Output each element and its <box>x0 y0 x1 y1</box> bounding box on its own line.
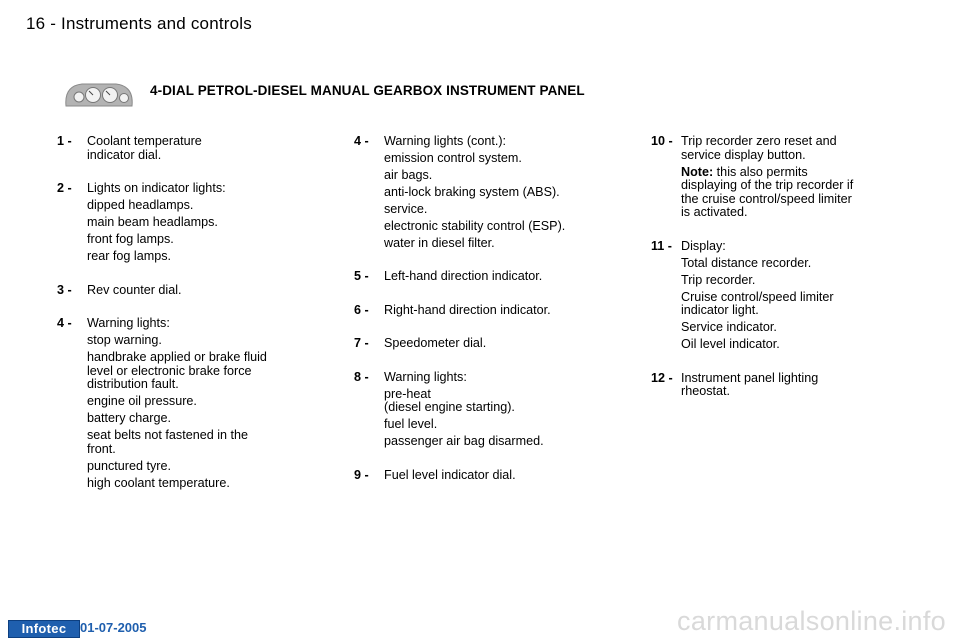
item-number: 3 - <box>57 282 72 297</box>
item-number: 5 - <box>354 269 369 284</box>
footer-date: 01-07-2005 <box>80 620 147 635</box>
item-subline: Cruise control/speed limiter indicator light. <box>681 289 834 318</box>
item-subline: pre-heat (diesel engine starting). <box>384 386 515 415</box>
item-number: 6 - <box>354 302 369 317</box>
item-text: Left-hand direction indicator. <box>384 269 543 284</box>
item-text: Trip recorder zero reset and service display button. <box>681 134 837 162</box>
item-subline: emission control system. <box>384 150 522 165</box>
item-note <box>681 166 911 220</box>
page-title: 16 - Instruments and controls <box>26 14 252 33</box>
item-subline: seat belts not fastened in the front. <box>87 428 249 456</box>
item-number: 7 - <box>354 336 369 351</box>
item-text: Coolant temperature indicator dial. <box>87 134 202 162</box>
watermark: carmanualsonline.info <box>677 606 946 636</box>
legend-item <box>354 371 624 453</box>
item-text: Warning lights: <box>87 315 170 330</box>
item-subline: stop warning. <box>87 332 162 347</box>
item-subline: Total distance recorder. <box>681 255 812 270</box>
legend-item <box>57 284 327 301</box>
legend-item <box>354 469 624 486</box>
item-text: Rev counter dial. <box>87 282 182 297</box>
legend-item <box>57 317 327 494</box>
item-number: 12 - <box>651 370 673 385</box>
item-subline: service. <box>384 201 428 216</box>
item-number: 11 - <box>651 238 673 253</box>
item-number: 8 - <box>354 369 369 384</box>
item-text: Right-hand direction indicator. <box>384 302 551 317</box>
item-text: Fuel level indicator dial. <box>384 467 516 482</box>
legend-item <box>354 337 624 354</box>
item-subline: passenger air bag disarmed. <box>384 434 544 449</box>
column-2 <box>354 135 624 486</box>
item-text: Warning lights: <box>384 369 467 384</box>
item-text: Instrument panel lighting rheostat. <box>681 370 819 399</box>
item-subline: Oil level indicator. <box>681 337 780 352</box>
item-subline: engine oil pressure. <box>87 394 197 409</box>
item-subline: rear fog lamps. <box>87 249 171 264</box>
item-subline: air bags. <box>384 167 433 182</box>
legend-item-10 <box>651 135 911 223</box>
item-text: Speedometer dial. <box>384 336 487 351</box>
item-number: 1 - <box>57 134 72 148</box>
item-number: 10 - <box>651 134 673 148</box>
legend-item <box>354 270 624 287</box>
instrument-panel-icon <box>62 80 136 110</box>
legend-item <box>57 182 327 267</box>
panel-heading: 4-DIAL PETROL-DIESEL MANUAL GEARBOX INSTRUMENT PANEL <box>150 83 585 98</box>
item-text: Lights on indicator lights: <box>87 181 226 196</box>
item-subline: punctured tyre. <box>87 458 172 473</box>
item-subline: handbrake applied or brake fluid level or electronic brake force distribution fault. <box>87 349 267 392</box>
item-number: 4 - <box>354 134 369 148</box>
infotec-logo: Infotec <box>8 620 80 638</box>
column-1 <box>57 135 327 494</box>
item-subline: Service indicator. <box>681 320 777 335</box>
item-subline: high coolant temperature. <box>87 475 230 490</box>
item-subline: Trip recorder. <box>681 272 756 287</box>
item-number: 9 - <box>354 467 369 482</box>
item-number: 2 - <box>57 181 72 196</box>
legend-item <box>57 135 327 166</box>
legend-item <box>354 135 624 254</box>
legend-item <box>354 304 624 321</box>
item-subline: battery charge. <box>87 411 172 426</box>
item-subline: water in diesel filter. <box>384 235 495 250</box>
column-3 <box>651 135 911 402</box>
item-subline: main beam headlamps. <box>87 215 218 230</box>
item-subline: electronic stability control (ESP). <box>384 218 566 233</box>
item-number: 4 - <box>57 315 72 330</box>
legend-item-11 <box>651 240 911 356</box>
note-label: Note: <box>681 164 714 179</box>
item-subline: anti-lock braking system (ABS). <box>384 184 560 199</box>
item-subline: dipped headlamps. <box>87 198 194 213</box>
note-text: this also permits displaying of the trip recorder if the cruise control/speed limiter is activated. <box>681 164 854 220</box>
item-text: Warning lights (cont.): <box>384 134 507 148</box>
item-text: Display: <box>681 238 726 253</box>
item-subline: fuel level. <box>384 417 438 432</box>
item-subline: front fog lamps. <box>87 232 174 247</box>
legend-item-12 <box>651 372 911 403</box>
